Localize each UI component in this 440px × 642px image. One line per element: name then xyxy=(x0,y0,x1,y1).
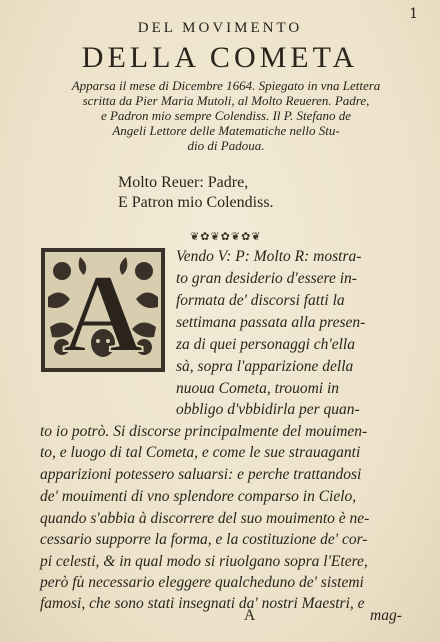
body-line: to gran desiderio d'essere in- xyxy=(176,270,357,287)
initial-letter: A xyxy=(62,252,144,373)
decorated-initial-frame xyxy=(40,247,166,373)
body-line: quando s'abbia à discorrere del suo mouimento è ne- xyxy=(40,510,370,527)
body-line: pi celesti, & in qual modo si riuolgano sopra l'Etere, xyxy=(40,553,368,570)
body-line: nuoua Cometa, trouomi in xyxy=(176,380,340,397)
intro-paragraph xyxy=(44,78,408,153)
body-line: formata de' discorsi fatti la xyxy=(176,292,345,309)
salutation xyxy=(118,173,274,213)
intro-line: Apparsa il mese di Dicembre 1664. Spiegato in vna Lettera xyxy=(71,78,381,93)
header-title-line2: DELLA COMETA xyxy=(81,41,359,74)
body-line: però fù necessario eleggere qualcheduno de' sistemi xyxy=(40,574,364,591)
header-title-line1: DEL MOVIMENTO xyxy=(137,20,303,36)
page-number: 1 xyxy=(409,6,418,22)
decorated-initial xyxy=(40,247,166,373)
salutation-line: E Patron mio Colendiss. xyxy=(118,194,274,211)
body-line: famosi, che sono stati insegnati da' nostri Maestri, e xyxy=(40,595,365,612)
body-line: apparizioni potessero saluarsi: e perche trattandosi xyxy=(40,466,362,483)
body-line: cessario supporre la forma, e la costituzione de' cor- xyxy=(40,531,368,548)
catchword: mag- xyxy=(370,607,402,624)
body-line: de' mouimenti di vno splendore comparso in Cielo, xyxy=(40,488,357,505)
signature-mark: A xyxy=(244,607,256,624)
body-line: Vendo V: P: Molto R: mostra- xyxy=(176,248,362,265)
body-line: obbligo d'vbbidirla per quan- xyxy=(176,401,360,418)
salutation-line: Molto Reuer: Padre, xyxy=(118,174,249,191)
body-line: settimana passata alla presen- xyxy=(176,314,366,331)
intro-line: dio di Padoua. xyxy=(187,138,265,153)
intro-line: Angeli Lettore delle Matematiche nello Stu- xyxy=(112,123,340,138)
body-line: sà, sopra l'apparizione della xyxy=(176,358,354,375)
intro-line: e Padron mio sempre Colendiss. Il P. Stefano de xyxy=(100,108,352,123)
ornament-divider: ❦✿❦✿❦✿❦ xyxy=(190,230,262,243)
body-line: za di quei personaggi ch'ella xyxy=(176,336,355,353)
intro-line: scritta da Pier Maria Mutoli, al Molto Reueren. Padre, xyxy=(82,93,370,108)
body-line: to io potrò. Si discorse principalmente del mouimen- xyxy=(40,423,368,440)
body-line: to, e luogo di tal Cometa, e come le sue strauaganti xyxy=(40,444,361,461)
